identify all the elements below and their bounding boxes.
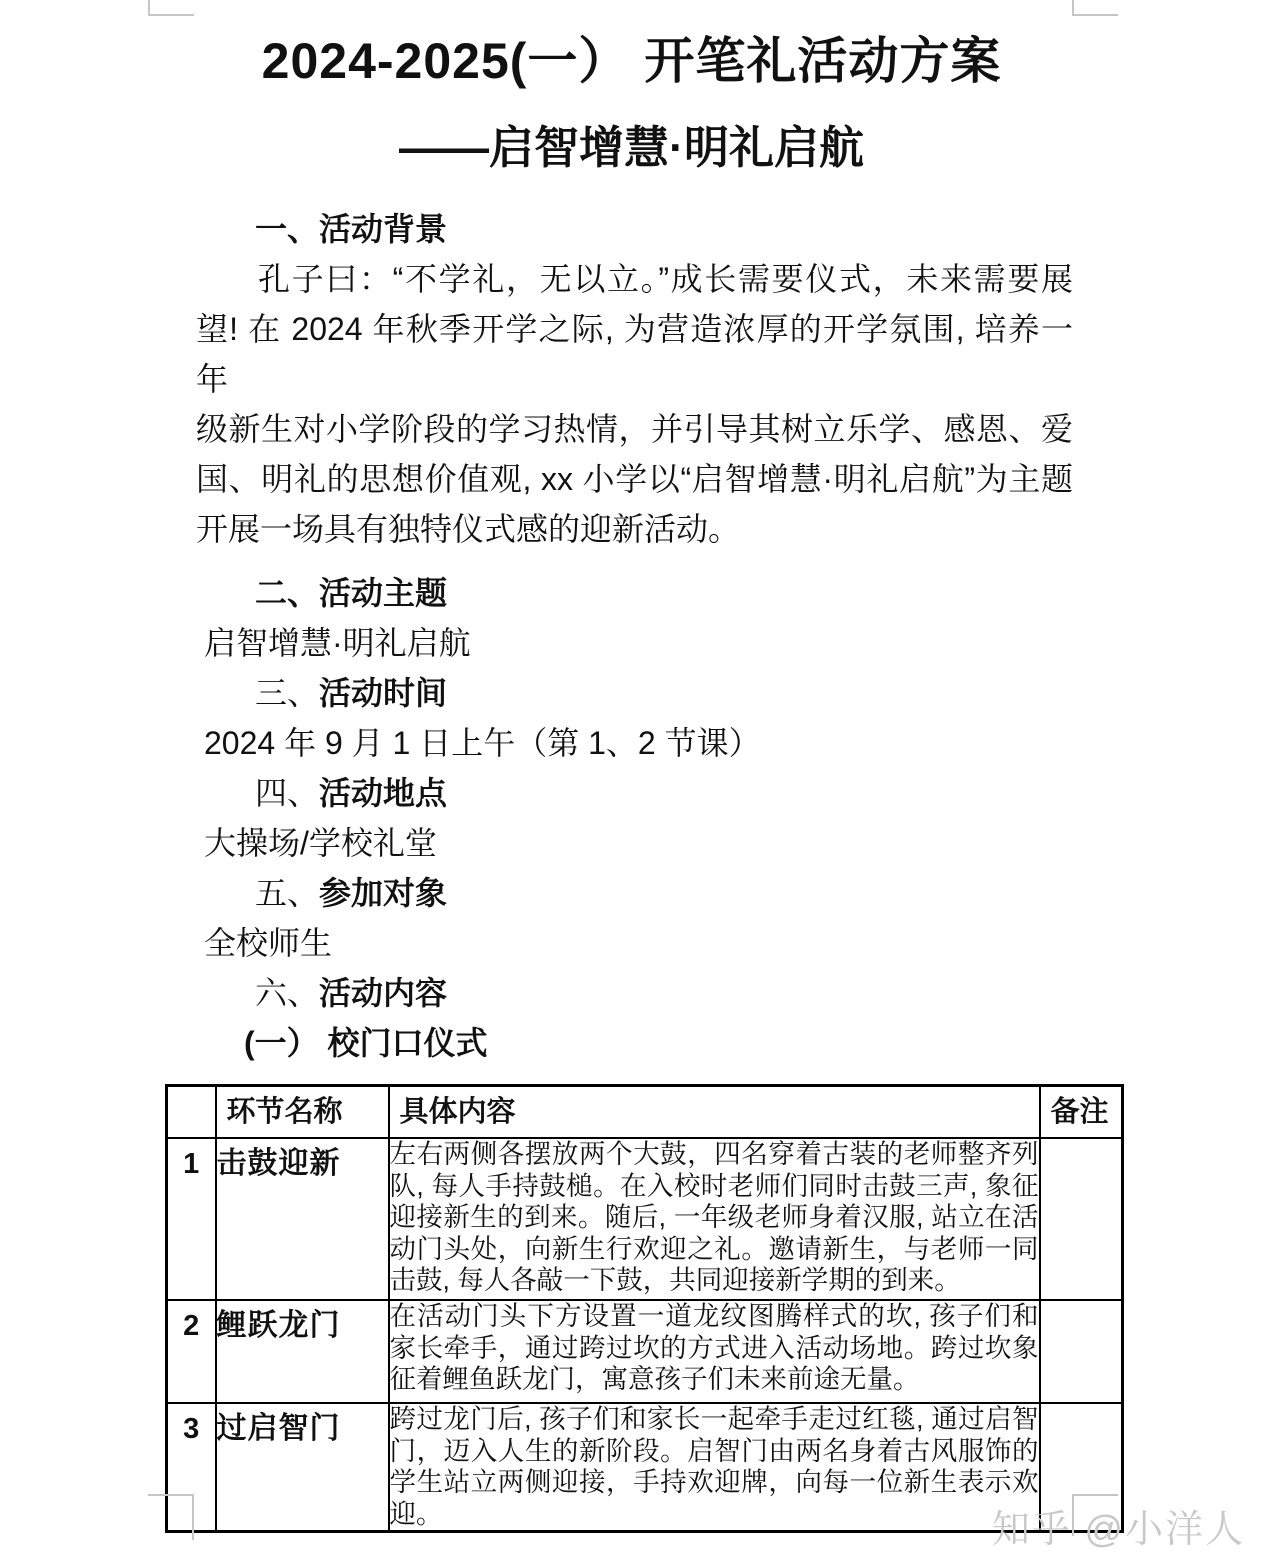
- section-heading-time: [255, 668, 1077, 718]
- page-corner-mark-bottom-left-icon: [148, 1494, 194, 1540]
- table-header-row: [167, 1086, 1123, 1139]
- paragraph-line: 国、明礼的思想价值观, xx 小学以“启智增慧·明礼启航”为主题: [196, 461, 1073, 497]
- table-row: [167, 1403, 1123, 1532]
- table-header-stage-name: 环节名称: [216, 1086, 389, 1139]
- section-title: 活动主题: [319, 575, 448, 611]
- watermark: 知乎 @小洋人: [991, 1509, 1245, 1551]
- table-row: [167, 1300, 1123, 1403]
- paragraph-line: 开展一场具有独特仪式感的迎新活动。: [196, 511, 741, 547]
- section-title: 活动地点: [319, 775, 448, 811]
- row-number: 3: [167, 1403, 216, 1532]
- activity-plan-table: [165, 1084, 1124, 1533]
- section-heading-participants: [255, 868, 1077, 918]
- section-title: 活动时间: [319, 675, 448, 711]
- section-number: 三、: [255, 675, 320, 711]
- stage-details: 跨过龙门后, 孩子们和家长一起牵手走过红毯, 通过启智门，迈入人生的新阶段。启智门由两名身着古风服饰的学生站立两侧迎接，手持欢迎牌，向每一位新生表示欢迎。: [389, 1403, 1040, 1532]
- page-corner-mark-top-left-icon: [148, 0, 194, 16]
- section-title: 活动内容: [319, 975, 448, 1011]
- section-heading-location: [255, 768, 1077, 818]
- section-heading-background: [255, 204, 1077, 254]
- remarks-cell: [1040, 1138, 1123, 1300]
- table-header-details: 具体内容: [389, 1086, 1040, 1139]
- section-number: 五、: [255, 875, 320, 911]
- paragraph-line: 孔子曰：“不学礼，无以立。”成长需要仪式，未来需要展: [258, 261, 1073, 297]
- page-corner-mark-top-right-icon: [1072, 0, 1118, 16]
- stage-details: 左右两侧各摆放两个大鼓，四名穿着古装的老师整齐列队, 每人手持鼓槌。在入校时老师们同时击鼓三声, 象征迎接新生的到来。随后, 一年级老师身着汉服, 站立在活动门头处，向新生行欢迎之礼。邀请新生，与老师一同击鼓, 每人各敲一下鼓，共同迎接新学期的到来。: [389, 1138, 1040, 1300]
- paragraph-line: 级新生对小学阶段的学习热情，并引导其树立乐学、感恩、爱: [196, 411, 1073, 447]
- section-number: 一、: [255, 211, 320, 247]
- section-body-time: 2024 年 9 月 1 日上午（第 1、2 节课）: [204, 725, 761, 761]
- remarks-cell: [1040, 1300, 1123, 1403]
- stage-details: 在活动门头下方设置一道龙纹图腾样式的坎, 孩子们和家长牵手，通过跨过坎的方式进入活动场地。跨过坎象征着鲤鱼跃龙门，寓意孩子们未来前途无量。: [389, 1300, 1040, 1403]
- section-body-participants: 全校师生: [204, 925, 333, 961]
- page-title: 2024-2025(一） 开笔礼活动方案: [261, 33, 1002, 89]
- section-title: 活动背景: [319, 211, 448, 247]
- table-header-remarks: 备注: [1040, 1086, 1123, 1139]
- section-body-location: 大操场/学校礼堂: [204, 825, 437, 861]
- page-subtitle: ——启智增慧·明礼启航: [399, 122, 864, 173]
- row-number: 1: [167, 1138, 216, 1300]
- section-title: 参加对象: [319, 875, 448, 911]
- subsection-heading-gate-ceremony: (一） 校门口仪式: [244, 1025, 488, 1061]
- row-number: 2: [167, 1300, 216, 1403]
- section-number: 四、: [255, 775, 320, 811]
- stage-name: 过启智门: [216, 1403, 389, 1532]
- section-number: 六、: [255, 975, 320, 1011]
- background-paragraph: [196, 254, 1073, 554]
- section-body-theme: 启智增慧·明礼启航: [204, 625, 471, 661]
- stage-name: 击鼓迎新: [216, 1138, 389, 1300]
- document-body: [183, 176, 1109, 1533]
- paragraph-line: 望! 在 2024 年秋季开学之际, 为营造浓厚的开学氛围, 培养一年: [196, 311, 1073, 397]
- stage-name: 鲤跃龙门: [216, 1300, 389, 1403]
- table-row: [167, 1138, 1123, 1300]
- section-heading-theme: [255, 568, 1077, 618]
- section-number: 二、: [255, 575, 320, 611]
- table-header-blank: [167, 1086, 216, 1139]
- section-heading-content: [255, 968, 1077, 1018]
